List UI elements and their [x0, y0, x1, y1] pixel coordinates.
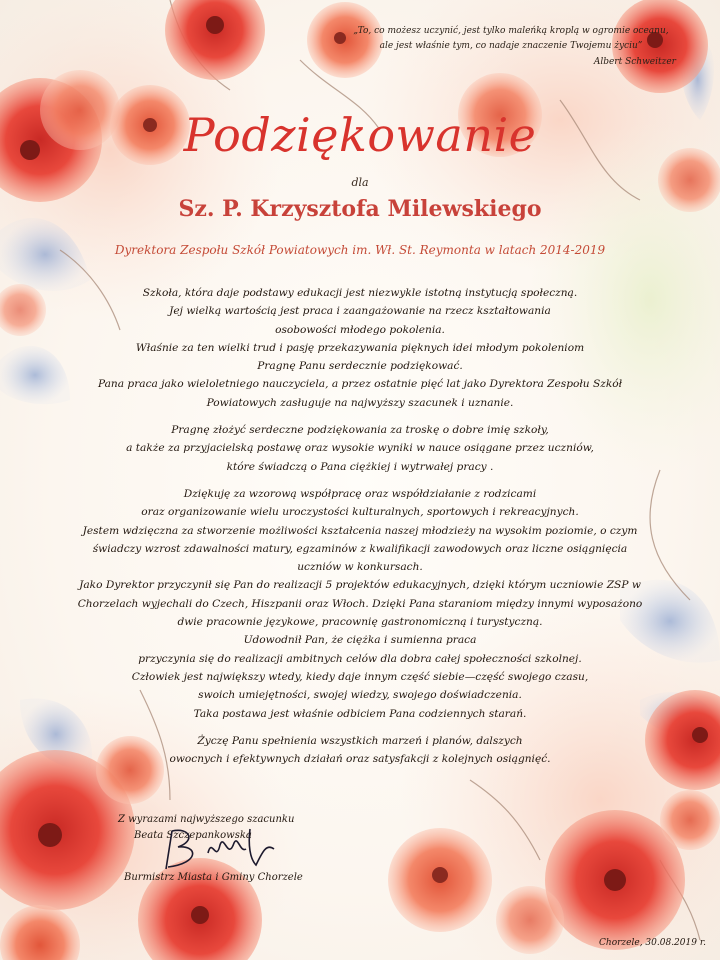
- quote-author: Albert Schweitzer: [593, 57, 676, 67]
- body-line: Powiatowych zasługuje na najwyższy szacunek i uznanie.: [206, 396, 514, 409]
- flower-bottom-center: [388, 828, 492, 932]
- signatory-title: Burmistrz Miasta i Gminy Chorzele: [124, 872, 303, 883]
- body-line: Chorzelach wyjechali do Czech, Hiszpanii oraz Włoch. Dzięki Pana staraniom między innymi wyposażono: [77, 597, 643, 610]
- letter-body: [70, 284, 650, 768]
- for-word: dla: [351, 176, 369, 189]
- body-line: a także za przyjacielską postawę oraz wysokie wyniki w nauce osiągane przez uczniów,: [126, 442, 594, 455]
- body-line: Pragnę złożyć serdeczne podziękowania za troskę o dobre imię szkoły,: [171, 424, 549, 437]
- body-line: Szkoła, która daje podstawy edukacji jest niezwykle istotną instytucją społeczną.: [142, 287, 578, 299]
- body-line: świadczy wzrost zdawalności matury, egzaminów z kwalifikacji zawodowych oraz liczne osiągnięcia: [92, 542, 628, 555]
- body-line: owocnych i efektywnych działań oraz satysfakcji z kolejnych osiągnięć.: [169, 753, 551, 766]
- body-line: przyczynia się do realizacji ambitnych celów dla dobra całej społeczności szkolnej.: [138, 652, 582, 665]
- body-line: Jej wielką wartością jest praca i zaangażowanie na rzecz kształtowania: [169, 305, 551, 318]
- signatory-name: Beata Szczepankowska: [134, 830, 252, 841]
- page-title: Podziękowanie: [183, 108, 537, 162]
- body-line: Człowiek jest największy wtedy, kiedy daje innym część siebie—część swojego czasu,: [131, 670, 589, 683]
- closing-regards: Z wyrazami najwyższego szacunku: [118, 814, 295, 825]
- paragraph-1: [70, 284, 650, 412]
- recipient-position: Dyrektora Zespołu Szkół Powiatowych im. Wł. St. Reymonta w latach 2014-2019: [114, 243, 606, 257]
- body-line: Udowodnił Pan, że ciężka i sumienna praca: [243, 634, 477, 647]
- paragraph-2: [70, 421, 650, 476]
- handwritten-signature: [150, 823, 290, 875]
- body-line: Dziękuję za wzorową współpracę oraz współdziałanie z rodzicami: [183, 487, 537, 500]
- flower-bottom-mid-small: [496, 886, 564, 954]
- body-line: Taka postawa jest właśnie odbiciem Pana codziennych starań.: [193, 707, 527, 720]
- body-line: oraz organizowanie wielu uroczystości kulturalnych, sportowych i rekreacyjnych.: [141, 506, 579, 519]
- body-line: Życzę Panu spełnienia wszystkich marzeń i planów, dalszych: [197, 734, 523, 747]
- body-line: swoich umiejętności, swojej wiedzy, swojego doświadczenia.: [198, 689, 522, 702]
- body-line: Jako Dyrektor przyczynił się Pan do realizacji 5 projektów edukacyjnych, dzięki którym uczniowie ZSP w: [79, 579, 641, 592]
- body-line: Pana praca jako wieloletniego nauczyciela, a przez ostatnie pięć lat jako Dyrektora Zespołu Szkół: [97, 378, 623, 391]
- body-line: dwie pracownie językowe, pracownię gastronomiczną i turystyczną.: [177, 616, 543, 629]
- quote-line-1: „To, co możesz uczynić, jest tylko maleńką kroplą w ogromie oceanu,: [353, 26, 669, 36]
- body-line: osobowości młodego pokolenia.: [275, 323, 445, 336]
- body-line: które świadczą o Pana ciężkiej i wytrwałej pracy .: [226, 460, 494, 473]
- flower-right-mid-small: [660, 790, 720, 850]
- body-line: Pragnę Panu serdecznie podziękować.: [257, 360, 463, 373]
- epigraph-quote: [346, 24, 676, 70]
- recipient-name: Sz. P. Krzysztofa Milewskiego: [178, 196, 542, 222]
- body-line: Właśnie za ten wielki trud i pasję przekazywania pięknych idei młodym pokoleniom: [135, 341, 585, 354]
- paragraph-3: [70, 485, 650, 723]
- place-date: Chorzele, 30.08.2019 r.: [599, 938, 706, 948]
- body-line: Jestem wdzięczna za stworzenie możliwości kształcenia naszej młodzieży na wysokim poziomie, o czym: [82, 524, 638, 537]
- paragraph-4: [70, 732, 650, 769]
- quote-line-2: ale jest właśnie tym, co nadaje znaczenie Twojemu życiu”: [379, 41, 643, 51]
- blue-leaf-left-2: [0, 346, 70, 404]
- body-line: uczniów w konkursach.: [297, 561, 423, 574]
